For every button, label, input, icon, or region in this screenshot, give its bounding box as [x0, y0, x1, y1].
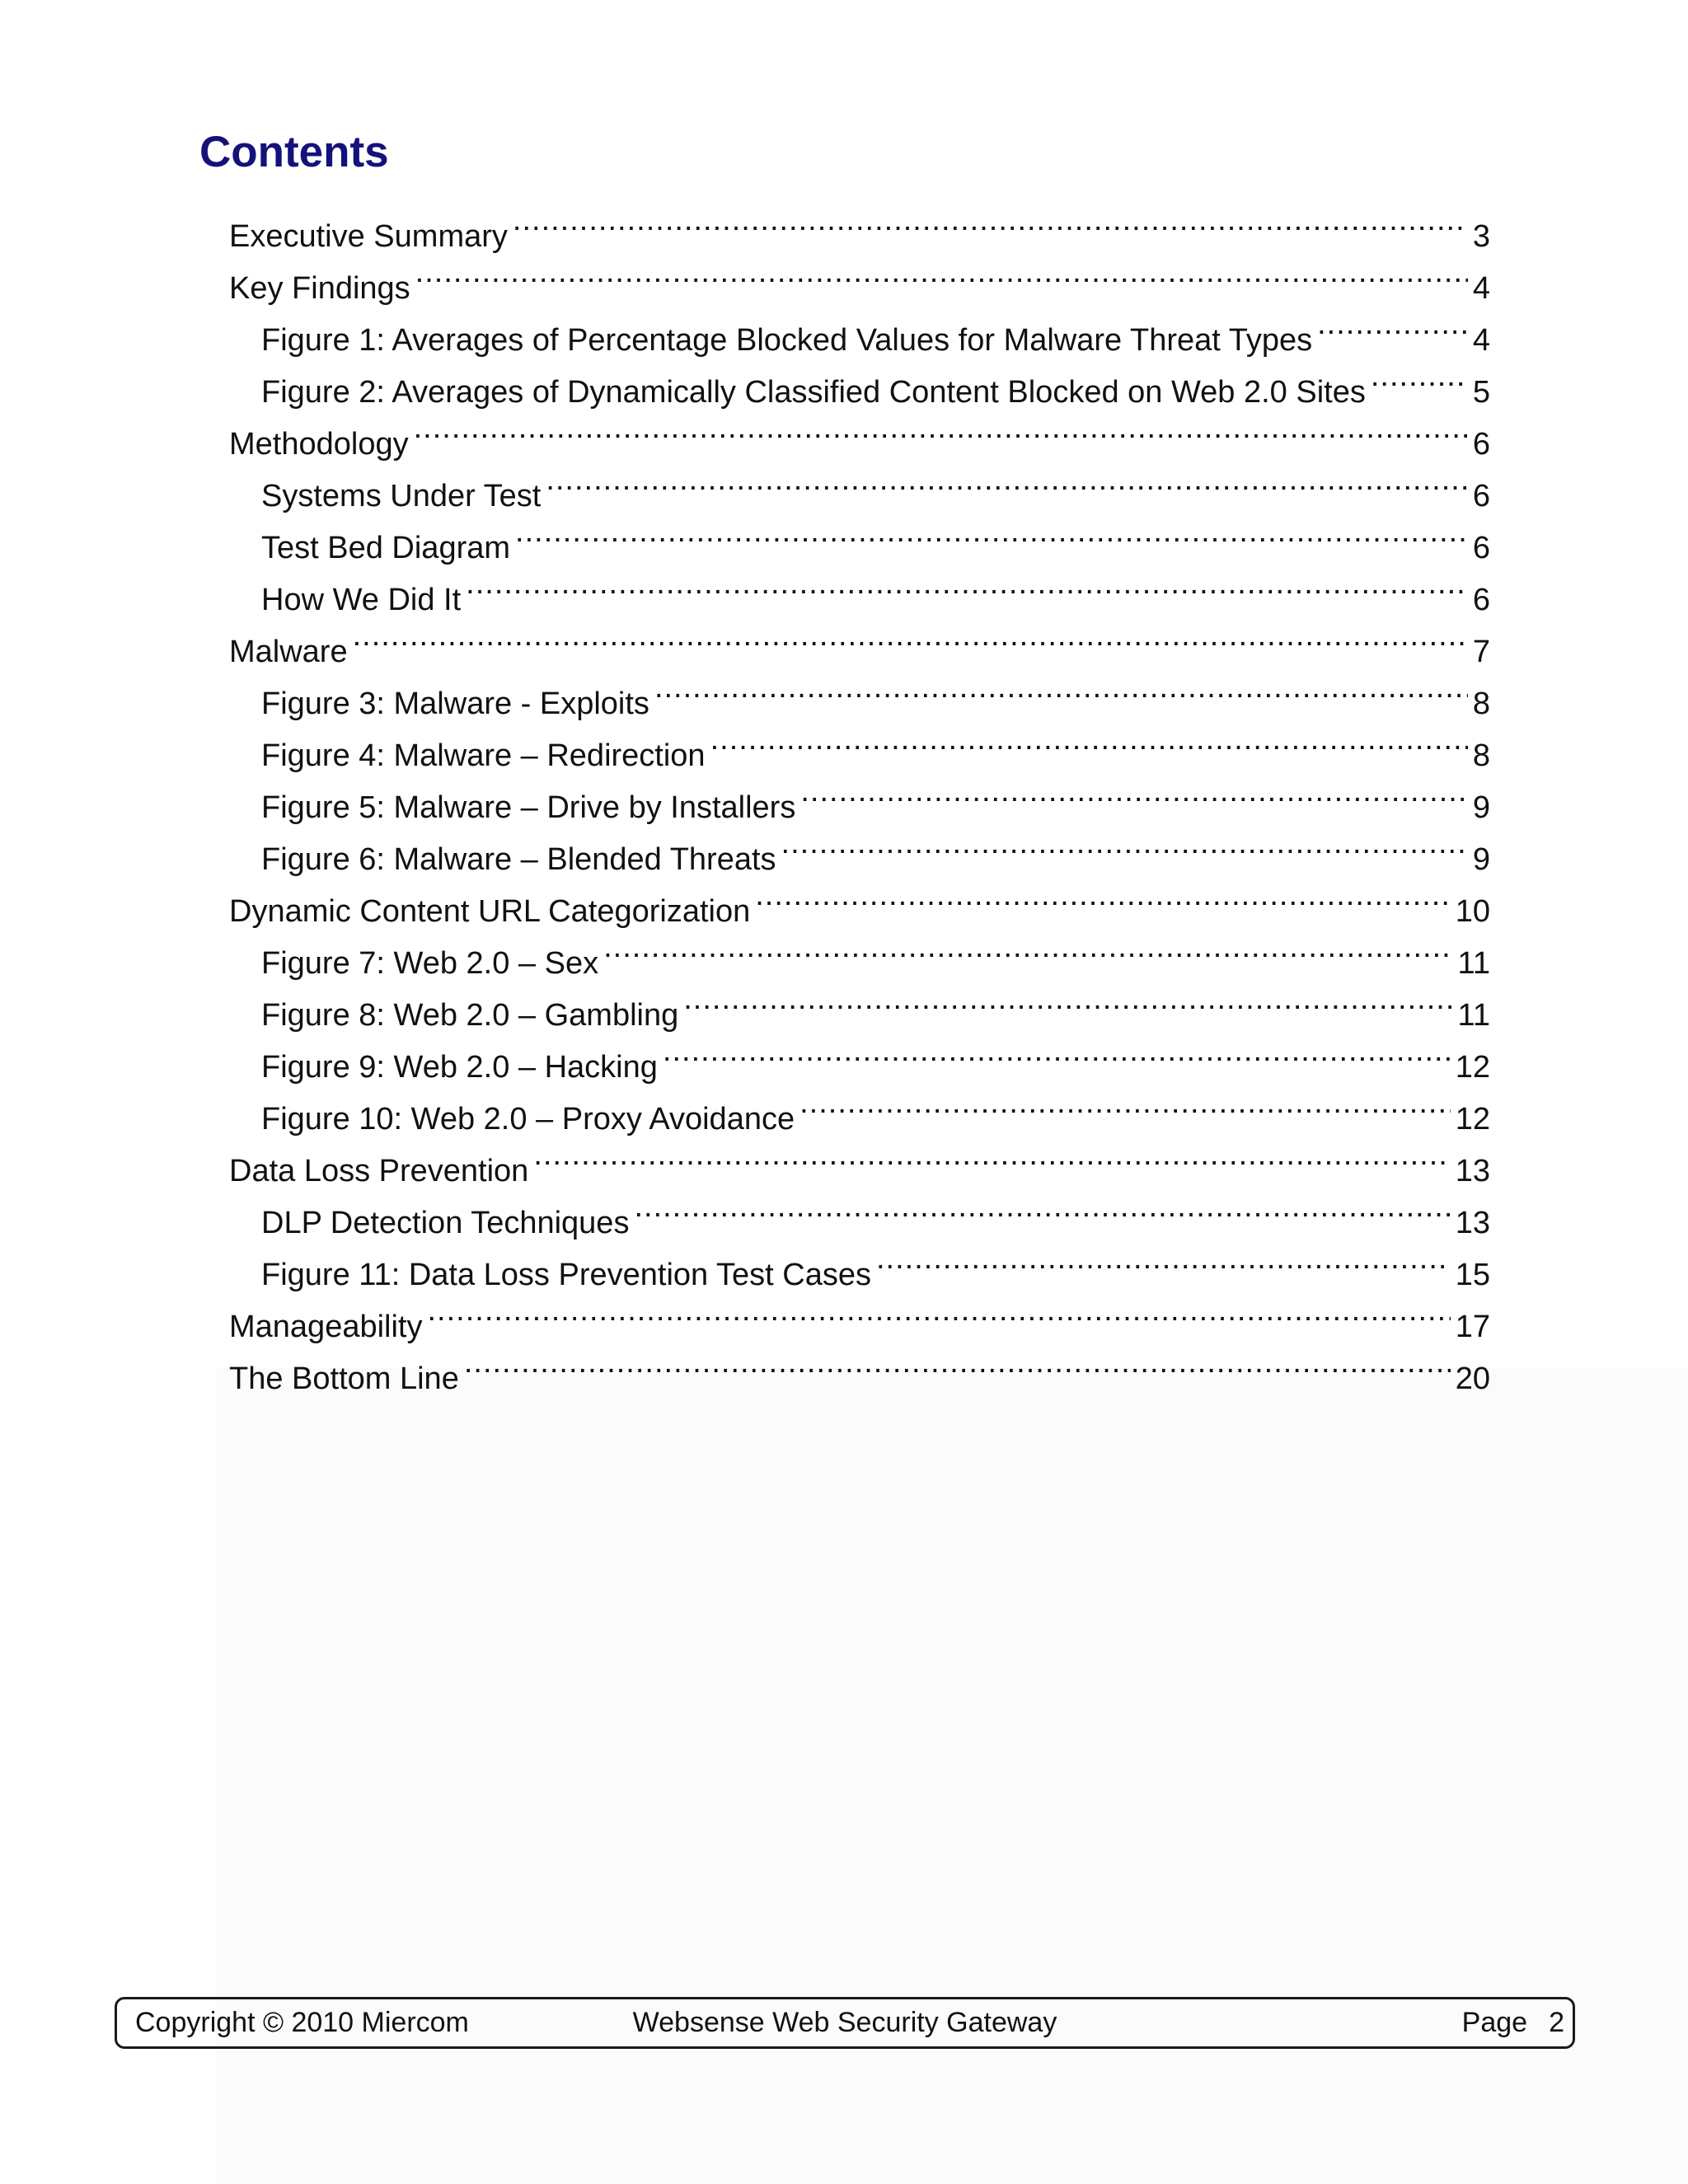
- toc-entry-label: Figure 7: Web 2.0 – Sex: [261, 946, 599, 981]
- toc-entry-page-number: 8: [1472, 738, 1490, 773]
- toc-dot-leader: [353, 610, 1468, 662]
- footer-page-number: 2: [1549, 2007, 1564, 2038]
- toc-entry-page-number: 8: [1472, 687, 1490, 721]
- toc-dot-leader: [603, 921, 1452, 973]
- toc-entry[interactable]: [229, 402, 1490, 462]
- toc-dot-leader: [634, 1181, 1450, 1233]
- toc-entry-label: Figure 9: Web 2.0 – Hacking: [261, 1050, 658, 1085]
- toc-dot-leader: [654, 662, 1468, 714]
- toc-entry-page-number: 10: [1455, 894, 1490, 929]
- toc-dot-leader: [546, 454, 1468, 506]
- toc-entry-page-number: 5: [1472, 375, 1490, 410]
- toc-dot-leader: [513, 194, 1468, 246]
- toc-dot-leader: [710, 714, 1468, 766]
- toc-entry-label: Figure 1: Averages of Percentage Blocked Values for Malware Threat Types: [261, 323, 1313, 358]
- toc-entry-page-number: 9: [1472, 842, 1490, 877]
- toc-dot-leader: [427, 1285, 1450, 1337]
- toc-entry-label: Test Bed Diagram: [261, 531, 511, 565]
- toc-entry-label: Figure 5: Malware – Drive by Installers: [261, 790, 796, 825]
- contents-heading: Contents: [199, 128, 389, 176]
- footer-page-label: Page: [1461, 2007, 1528, 2038]
- toc-entry[interactable]: [229, 610, 1490, 669]
- toc-dot-leader: [1317, 298, 1468, 350]
- toc-entry-page-number: 17: [1455, 1310, 1490, 1344]
- toc-entry-page-number: 6: [1472, 427, 1490, 462]
- toc-entry-page-number: 13: [1455, 1154, 1490, 1188]
- footer-page-indicator: [1462, 1999, 1564, 2046]
- toc-entry-label: Figure 10: Web 2.0 – Proxy Avoidance: [261, 1102, 795, 1137]
- toc-entry-page-number: 9: [1472, 790, 1490, 825]
- toc-entry[interactable]: [229, 662, 1490, 721]
- toc-entry-label: Data Loss Prevention: [229, 1154, 529, 1188]
- toc-entry-label: Figure 4: Malware – Redirection: [261, 738, 706, 773]
- toc-entry-page-number: 7: [1472, 635, 1490, 669]
- toc-dot-leader: [464, 1337, 1451, 1389]
- toc-dot-leader: [415, 246, 1468, 298]
- toc-dot-leader: [683, 973, 1452, 1025]
- toc-entry-label: How We Did It: [261, 583, 462, 617]
- toc-entry-label: Malware: [229, 635, 348, 669]
- toc-entry-page-number: 6: [1472, 531, 1490, 565]
- toc-entry-label: Figure 2: Averages of Dynamically Classified Content Blocked on Web 2.0 Sites: [261, 375, 1366, 410]
- toc-entry-page-number: 12: [1455, 1050, 1490, 1085]
- toc-entry-label: Figure 8: Web 2.0 – Gambling: [261, 998, 679, 1033]
- toc-dot-leader: [466, 558, 1468, 610]
- toc-dot-leader: [876, 1233, 1451, 1285]
- toc-entry-page-number: 4: [1472, 323, 1490, 358]
- toc-entry-page-number: 11: [1457, 998, 1490, 1033]
- toc-entry-page-number: 6: [1472, 479, 1490, 513]
- toc-entry-page-number: 3: [1472, 219, 1490, 254]
- toc-entry-label: Systems Under Test: [261, 479, 542, 513]
- toc-entry-label: DLP Detection Techniques: [261, 1206, 630, 1240]
- toc-dot-leader: [663, 1025, 1451, 1077]
- toc-entry-label: Figure 11: Data Loss Prevention Test Cases: [261, 1258, 871, 1292]
- toc-entry[interactable]: [229, 298, 1490, 358]
- toc-dot-leader: [533, 1129, 1450, 1181]
- background-shade: [216, 1368, 1688, 2184]
- toc-entry-label: Dynamic Content URL Categorization: [229, 894, 751, 929]
- toc-entry-page-number: 20: [1455, 1361, 1490, 1396]
- toc-entry-label: Executive Summary: [229, 219, 508, 254]
- toc-entry-label: Key Findings: [229, 271, 410, 306]
- toc-entry-label: The Bottom Line: [229, 1361, 459, 1396]
- toc-entry[interactable]: [229, 194, 1490, 254]
- toc-dot-leader: [414, 402, 1468, 454]
- footer-product-name: Websense Web Security Gateway: [632, 2007, 1057, 2038]
- toc-entry[interactable]: [229, 246, 1490, 306]
- toc-dot-leader: [1371, 350, 1468, 402]
- footer-copyright: Copyright © 2010 Miercom: [135, 2007, 469, 2038]
- toc-entry-page-number: 4: [1472, 271, 1490, 306]
- toc-dot-leader: [799, 1077, 1451, 1129]
- toc-dot-leader: [800, 766, 1468, 818]
- toc-entry-page-number: 13: [1455, 1206, 1490, 1240]
- toc-entry-label: Figure 6: Malware – Blended Threats: [261, 842, 776, 877]
- toc-dot-leader: [755, 869, 1451, 921]
- table-of-contents: [229, 194, 1490, 1396]
- toc-entry-label: Figure 3: Malware - Exploits: [261, 687, 649, 721]
- toc-entry-label: Manageability: [229, 1310, 423, 1344]
- toc-entry-page-number: 15: [1455, 1258, 1490, 1292]
- toc-dot-leader: [515, 506, 1468, 558]
- toc-entry-page-number: 6: [1472, 583, 1490, 617]
- toc-entry-label: Methodology: [229, 427, 409, 462]
- toc-entry-page-number: 12: [1455, 1102, 1490, 1137]
- page-footer: [115, 1997, 1575, 2049]
- toc-entry-page-number: 11: [1457, 946, 1490, 981]
- toc-dot-leader: [781, 818, 1468, 869]
- toc-entry[interactable]: [229, 454, 1490, 513]
